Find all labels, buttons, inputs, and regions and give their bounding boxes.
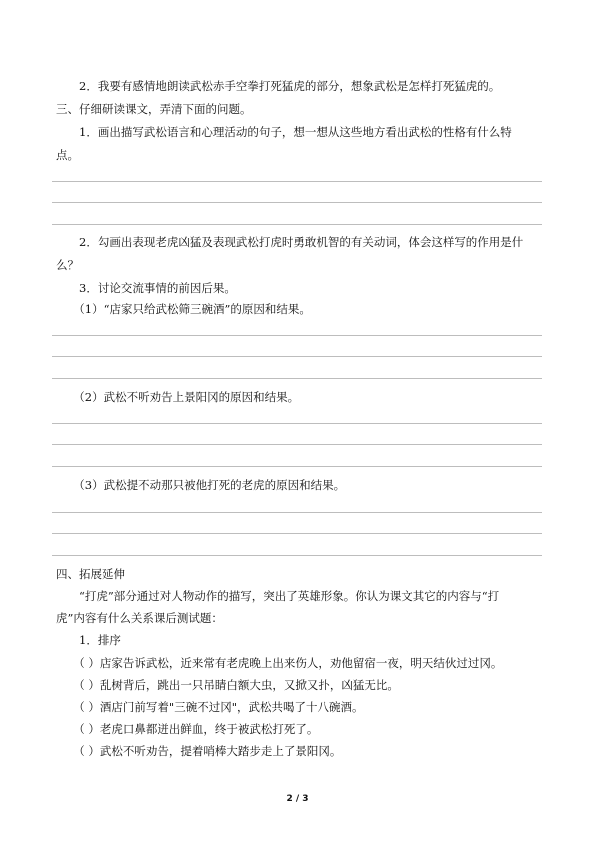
- answer-line: [52, 202, 542, 203]
- text-line: “打虎”部分通过对人物动作的描写，突出了英雄形象。你认为课文其它的内容与“打: [56, 589, 500, 603]
- answer-line: [52, 356, 542, 357]
- answer-line: [52, 181, 542, 182]
- text-line: 1．排序: [56, 633, 121, 647]
- text-line: 1．画出描写武松语言和心理活动的句子，想一想从这些地方看出武松的性格有什么特: [56, 125, 512, 139]
- answer-line: [52, 533, 542, 534]
- section-heading-three: 三、仔细研读课文，弄清下面的问题。: [56, 102, 252, 116]
- answer-line: [52, 555, 542, 556]
- list-item: （ ）老虎口鼻都迸出鲜血，终于被武松打死了。: [56, 722, 319, 736]
- text-line: 3．讨论交流事情的前因后果。: [56, 281, 236, 295]
- text-line: 2．勾画出表现老虎凶猛及表现武松打虎时勇敢机智的有关动词，体会这样写的作用是什: [56, 235, 524, 249]
- answer-line: [52, 423, 542, 424]
- text-line: 点。: [56, 148, 79, 162]
- section-heading-four: 四、拓展延伸: [56, 567, 125, 581]
- answer-line: [52, 224, 542, 225]
- answer-line: [52, 444, 542, 445]
- answer-line: [52, 466, 542, 467]
- text-line: （3）武松提不动那只被他打死的老虎的原因和结果。: [56, 478, 346, 492]
- list-item: （ ）武松不听劝告，提着哨棒大踏步走上了景阳冈。: [56, 744, 342, 758]
- list-item: （ ）酒店门前写着"三碗不过冈"，武松共喝了十八碗酒。: [56, 700, 364, 714]
- text-line: 么？: [56, 258, 79, 272]
- text-line: 2．我要有感情地朗读武松赤手空拳打死猛虎的部分，想象武松是怎样打死猛虎的。: [56, 79, 501, 93]
- page-number: 2 / 3: [286, 794, 309, 804]
- answer-line: [52, 335, 542, 336]
- text-line: （1）“店家只给武松筛三碗酒”的原因和结果。: [56, 302, 311, 316]
- text-line: 虎”内容有什么关系课后测试题：: [56, 611, 223, 625]
- answer-line: [52, 378, 542, 379]
- text-line: （2）武松不听劝告上景阳冈的原因和结果。: [56, 390, 300, 404]
- list-item: （ ）店家告诉武松，近来常有老虎晚上出来伤人，劝他留宿一夜，明天结伙过过冈。: [56, 656, 503, 670]
- answer-line: [52, 512, 542, 513]
- list-item: （ ）乱树背后，跳出一只吊睛白额大虫，又掀又扑，凶猛无比。: [56, 678, 399, 692]
